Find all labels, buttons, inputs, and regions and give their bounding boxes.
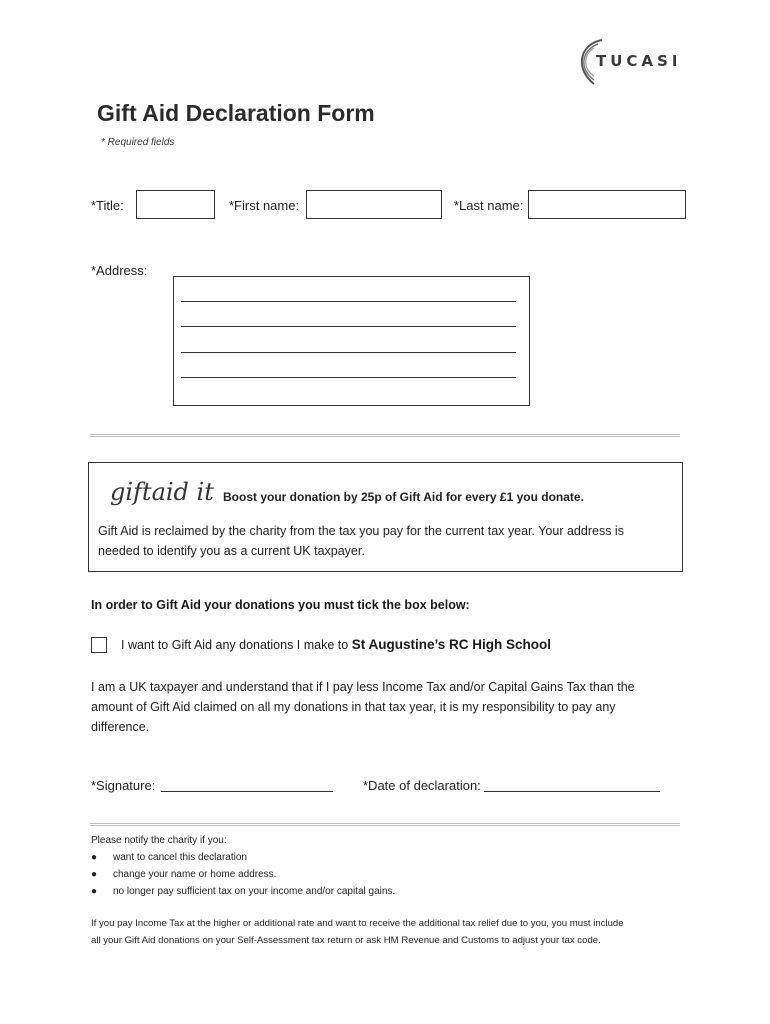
checkbox-label — [121, 637, 551, 652]
address-label: *Address: — [91, 263, 148, 278]
first-name-label: *First name: — [229, 198, 300, 213]
giftaid-checkbox[interactable] — [91, 637, 107, 653]
title-field[interactable] — [136, 190, 215, 219]
notify-item-text: change your name or home address. — [113, 869, 277, 880]
divider — [90, 823, 680, 826]
first-name-field[interactable] — [306, 190, 442, 219]
school-name: St Augustine’s RC High School — [351, 637, 551, 652]
giftaid-boost-text: Boost your donation by 25p of Gift Aid for every £1 you donate. — [223, 490, 584, 504]
address-line — [181, 377, 516, 378]
notify-item — [91, 886, 396, 897]
bullet-icon: ● — [91, 852, 98, 863]
footer-line: If you pay Income Tax at the higher or additional rate and want to receive the additional tax relief due to you, you must include — [91, 918, 624, 929]
notify-item-text: want to cancel this declaration — [113, 852, 247, 863]
tucasi-logo — [572, 34, 692, 104]
required-note: * Required fields — [101, 137, 175, 148]
giftaid-logo: giftaid it — [110, 478, 214, 506]
address-line — [181, 326, 516, 327]
notify-item — [91, 852, 247, 863]
checkbox-label-text: I want to Gift Aid any donations I make to — [121, 638, 349, 652]
title-label: *Title: — [91, 198, 124, 213]
giftaid-info-line: needed to identify you as a current UK taxpayer. — [98, 544, 365, 558]
declaration-line: difference. — [91, 720, 150, 734]
notify-item — [91, 869, 277, 880]
declaration-line: I am a UK taxpayer and understand that if I pay less Income Tax and/or Capital Gains Tax than the — [91, 680, 635, 694]
bullet-icon: ● — [91, 886, 98, 897]
notify-heading: Please notify the charity if you: — [91, 835, 227, 846]
divider — [90, 434, 680, 437]
declaration-line: amount of Gift Aid claimed on all my donations in that tax year, it is my responsibility to pay any — [91, 700, 616, 714]
notify-item-text: no longer pay sufficient tax on your income and/or capital gains. — [113, 886, 396, 897]
date-label: *Date of declaration: — [363, 778, 481, 793]
footer-line: all your Gift Aid donations on your Self-Assessment tax return or ask HM Revenue and Customs to adjust your tax code. — [91, 935, 601, 946]
brand-name: TUCASI — [596, 52, 682, 70]
date-field[interactable] — [484, 791, 660, 792]
signature-field[interactable] — [161, 791, 333, 792]
last-name-label: *Last name: — [454, 198, 524, 213]
address-line — [181, 301, 516, 302]
giftaid-info-line: Gift Aid is reclaimed by the charity from the tax you pay for the current tax year. Your address is — [98, 524, 624, 538]
bullet-icon: ● — [91, 869, 98, 880]
address-field[interactable] — [173, 276, 530, 406]
address-line — [181, 352, 516, 353]
signature-label: *Signature: — [91, 778, 156, 793]
instruction-text: In order to Gift Aid your donations you must tick the box below: — [91, 598, 470, 612]
last-name-field[interactable] — [528, 190, 686, 219]
page-title: Gift Aid Declaration Form — [97, 100, 375, 126]
